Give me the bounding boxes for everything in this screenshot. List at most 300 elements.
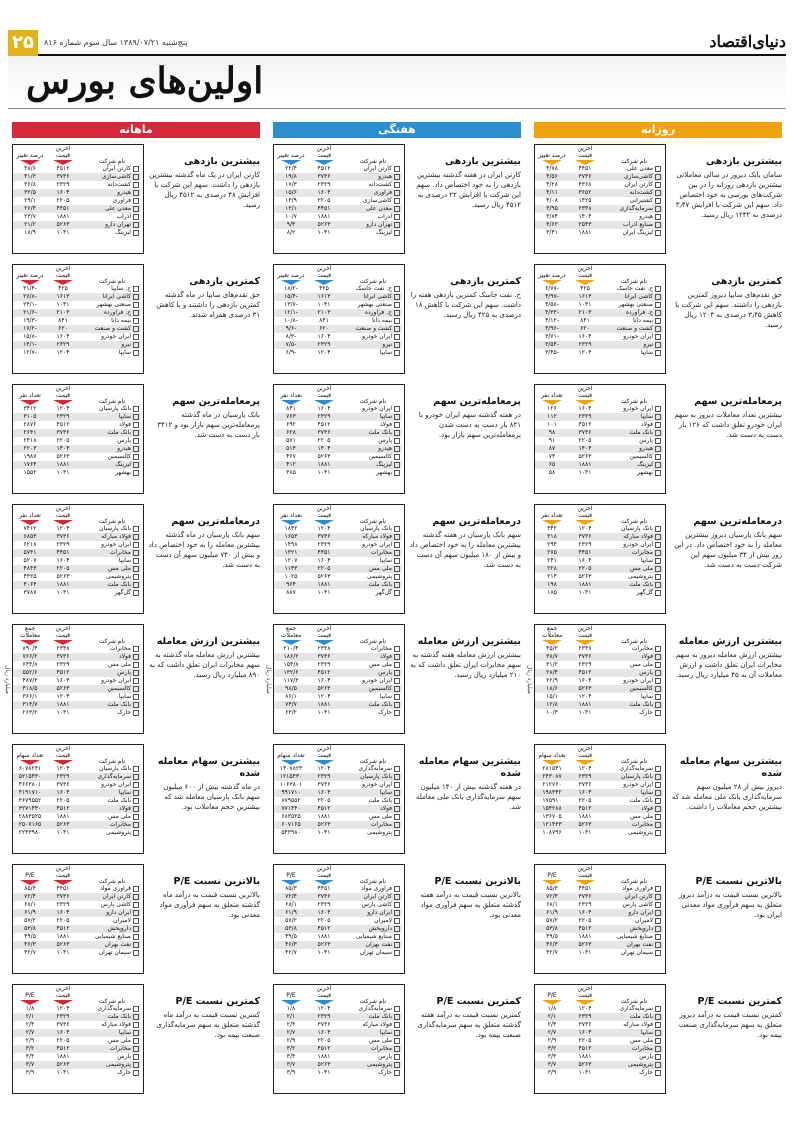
- table-header-label: تعداد نفر: [280, 512, 302, 519]
- cell-value: ۱۵۴۲۸۸: [542, 805, 562, 812]
- section-description: [148, 396, 260, 440]
- table-header-cell: [47, 145, 79, 165]
- cell-value: ۵۲۶۳: [56, 1061, 70, 1068]
- row-marker-icon: [394, 582, 400, 588]
- cell-value: ۱۶۰۴: [317, 909, 331, 916]
- cell-value: ۱۶۰۴: [317, 677, 331, 684]
- cell-value: ۴۱۲: [286, 461, 296, 468]
- table-header-label: P/E: [547, 992, 557, 999]
- metric-cell: [535, 429, 569, 437]
- cell-value: بانک پارسیان: [99, 525, 131, 532]
- metric-cell: [535, 1037, 569, 1045]
- cell-value: نفت بهران: [365, 941, 392, 948]
- company-name-cell: [79, 293, 141, 301]
- stat-table: [274, 265, 402, 357]
- cell-value: ۲۲۴۳۹۸۰: [18, 829, 42, 836]
- metric-cell: [274, 469, 308, 477]
- last-price-cell: [308, 165, 340, 173]
- row-marker-icon: [655, 662, 661, 668]
- table-row: [13, 821, 141, 829]
- company-name-cell: [79, 213, 141, 221]
- last-price-cell: [308, 341, 340, 349]
- cell-value: ۴/۲۸: [546, 181, 558, 188]
- metric-cell: [535, 549, 569, 557]
- last-price-cell: [308, 685, 340, 693]
- company-name-cell: [340, 205, 402, 213]
- table-row: [535, 197, 663, 205]
- row-marker-icon: [394, 918, 400, 924]
- table-row: [274, 429, 402, 437]
- last-price-cell: [569, 589, 601, 597]
- company-name-cell: [340, 541, 402, 549]
- row-marker-icon: [133, 806, 139, 812]
- table-header-cell: [47, 985, 79, 1005]
- last-price-cell: [308, 949, 340, 957]
- cell-value: مخابرات: [631, 821, 653, 828]
- company-name-cell: [601, 205, 663, 213]
- metric-cell: [274, 429, 308, 437]
- company-name-cell: [601, 181, 663, 189]
- company-name-cell: [340, 469, 402, 477]
- cell-value: کارتن ایران: [102, 893, 131, 900]
- section-text: کمترین نسبت قیمت به درآمد دیروز متعلق به سهم سرمایه‌گذاری صنعت بیمه بود.: [678, 1011, 782, 1039]
- company-name-cell: [340, 589, 402, 597]
- company-name-cell: [601, 1061, 663, 1069]
- row-marker-icon: [133, 342, 139, 348]
- metric-cell: [535, 933, 569, 941]
- cell-value: بانک ملت: [629, 581, 653, 588]
- last-price-cell: [308, 909, 340, 917]
- cell-value: ۲۸/۴: [546, 669, 558, 676]
- metric-cell: [535, 693, 569, 701]
- row-marker-icon: [394, 942, 400, 948]
- last-price-cell: [47, 709, 79, 717]
- metric-cell: [535, 885, 569, 893]
- cell-value: ۵۷/۲: [24, 917, 36, 924]
- company-name-cell: [601, 829, 663, 837]
- cell-value: ۴۵۱۲: [56, 805, 70, 812]
- cell-value: ۲۱۰۳: [317, 309, 331, 316]
- cell-value: ۲۸۷۶: [23, 421, 37, 428]
- company-name-cell: [601, 573, 663, 581]
- table-row: [274, 197, 402, 205]
- cell-value: پتروشیمی: [367, 1061, 392, 1068]
- company-name-cell: [340, 229, 402, 237]
- last-price-cell: [308, 421, 340, 429]
- cell-value: ۳/۴: [25, 1053, 35, 1060]
- row-marker-icon: [655, 710, 661, 716]
- cell-value: لیزینگ: [637, 461, 653, 468]
- row-marker-icon: [655, 806, 661, 812]
- cell-value: ۱۲۱۵۴۳۰: [279, 773, 303, 780]
- row-marker-icon: [655, 542, 661, 548]
- sort-triangle-icon: [575, 400, 595, 405]
- cell-value: ۲/۴: [25, 1021, 35, 1028]
- cell-value: ۱۲۰۴: [56, 1005, 70, 1012]
- cell-value: -۱۹/۳: [23, 317, 37, 324]
- table-row: [535, 693, 663, 701]
- table-row: [535, 805, 663, 813]
- metric-cell: [274, 573, 308, 581]
- last-price-cell: [308, 941, 340, 949]
- table-row: [535, 309, 663, 317]
- stat-table: [13, 385, 141, 477]
- company-name-cell: [601, 589, 663, 597]
- stat-table: [274, 625, 402, 717]
- row-marker-icon: [133, 198, 139, 204]
- company-name-cell: [79, 229, 141, 237]
- row-marker-icon: [655, 678, 661, 684]
- metric-cell: [274, 781, 308, 789]
- row-marker-icon: [655, 550, 661, 556]
- table-row: [274, 1053, 402, 1061]
- cell-value: ۵۷۴۱: [23, 549, 37, 556]
- last-price-cell: [47, 565, 79, 573]
- row-marker-icon: [394, 1054, 400, 1060]
- company-name-cell: [340, 413, 402, 421]
- row-marker-icon: [394, 294, 400, 300]
- cell-value: ۶۸۳۵۲۵: [281, 813, 301, 820]
- table-row: [274, 901, 402, 909]
- cell-value: پتروشیمی: [106, 1061, 131, 1068]
- cell-value: ۱۰۴۱: [317, 229, 331, 236]
- section-title: کمترین نسبت P/E: [697, 996, 782, 1007]
- metric-cell: [274, 213, 308, 221]
- cell-value: کارتن ایران: [363, 165, 392, 172]
- metric-cell: [535, 285, 569, 293]
- row-marker-icon: [394, 822, 400, 828]
- row-marker-icon: [133, 926, 139, 932]
- row-marker-icon: [133, 526, 139, 532]
- company-name-cell: [340, 821, 402, 829]
- cell-value: ۳۴۲: [547, 525, 557, 532]
- company-name-cell: [340, 1037, 402, 1045]
- cell-value: ۵۲۶۳: [578, 573, 592, 580]
- cell-value: لیزینگ: [376, 461, 392, 468]
- section-description: [409, 756, 521, 812]
- section-text: بیشترین ارزش معامله هفته گذشته به سهم مخابرات ایران تعلق داشت که به ۲۱۰ میلیارد ریال رسید.: [410, 651, 521, 679]
- row-marker-icon: [394, 806, 400, 812]
- company-name-cell: [340, 325, 402, 333]
- table-row: [13, 173, 141, 181]
- table-row: [274, 701, 402, 709]
- cell-value: ۲۳۲۹: [56, 901, 70, 908]
- cell-value: کالسیمین: [368, 685, 392, 692]
- last-price-cell: [308, 813, 340, 821]
- brand-logo: دنیای‌اقتصاد: [709, 32, 786, 51]
- table-header-cell: [535, 505, 569, 525]
- table-header-label: آخرین قیمت: [577, 745, 593, 759]
- section-text: حق تقدم‌های سایپا دیروز کمترین بازدهی را داشتند. سهم این شرکت با کاهش ۳٫۴۵ درصدی به ۱۲۰۴ ریال رسید.: [675, 291, 782, 329]
- table-row: [13, 437, 141, 445]
- company-name-cell: [340, 949, 402, 957]
- cell-value: ۳۷۳۶: [56, 1021, 70, 1028]
- cell-value: ایران خودرو: [623, 677, 653, 684]
- cell-value: ۲۳۲۹: [317, 341, 331, 348]
- row-marker-icon: [133, 950, 139, 956]
- table-header-cell: [535, 625, 569, 645]
- row-marker-icon: [655, 182, 661, 188]
- cell-value: گل‌گهر: [375, 589, 392, 596]
- row-marker-icon: [133, 1038, 139, 1044]
- cell-value: ۴/۱۱: [546, 189, 558, 196]
- table-row: [535, 221, 663, 229]
- company-name-cell: [601, 469, 663, 477]
- last-price-cell: [308, 469, 340, 477]
- cell-value: ۱۴۰۴: [56, 445, 70, 452]
- row-marker-icon: [655, 814, 661, 820]
- row-marker-icon: [394, 1030, 400, 1036]
- metric-cell: [13, 333, 47, 341]
- row-marker-icon: [394, 926, 400, 932]
- cell-value: ۴/۵۶: [546, 173, 558, 180]
- table-row: [274, 317, 402, 325]
- row-marker-icon: [655, 830, 661, 836]
- company-name-cell: [601, 645, 663, 653]
- last-price-cell: [308, 445, 340, 453]
- cell-value: ۴۴۵۱: [578, 549, 592, 556]
- table-header-cell: [13, 985, 47, 1005]
- stat-table: [274, 985, 402, 1077]
- row-marker-icon: [394, 662, 400, 668]
- last-price-cell: [569, 1037, 601, 1045]
- cell-value: -۳/۷۱: [545, 333, 559, 340]
- cell-value: ۲۹۴: [547, 541, 557, 548]
- table-row: [13, 181, 141, 189]
- table-header-label: آخرین قیمت: [577, 145, 593, 159]
- last-price-cell: [569, 181, 601, 189]
- cell-value: ملی مس: [630, 1037, 653, 1044]
- cell-value: ۱۰/۷: [285, 213, 297, 220]
- company-name-cell: [340, 405, 402, 413]
- section-title: بیشترین بازدهی: [706, 156, 782, 167]
- company-name-cell: [340, 893, 402, 901]
- company-name-cell: [340, 197, 402, 205]
- cell-value: ۱۶۰۴: [578, 909, 592, 916]
- cell-value: ۵۲۶۳: [578, 821, 592, 828]
- table-header-cell: [340, 865, 402, 885]
- last-price-cell: [47, 781, 79, 789]
- cell-value: ۴۴۵۱: [317, 205, 331, 212]
- table-row: [274, 189, 402, 197]
- metric-cell: [274, 413, 308, 421]
- row-marker-icon: [394, 1038, 400, 1044]
- metric-cell: [535, 1021, 569, 1029]
- cell-value: ۱۶۱۳: [578, 293, 592, 300]
- row-marker-icon: [133, 174, 139, 180]
- company-name-cell: [601, 1029, 663, 1037]
- cell-value: ۸۴۱: [286, 405, 296, 412]
- row-marker-icon: [133, 462, 139, 468]
- metric-cell: [13, 317, 47, 325]
- table-row: [274, 333, 402, 341]
- metric-cell: [274, 565, 308, 573]
- company-name-cell: [79, 933, 141, 941]
- cell-value: ۵۲۰۷: [23, 557, 37, 564]
- cell-value: معدن علی: [365, 205, 392, 212]
- section-description: [148, 276, 260, 320]
- table-row: [535, 421, 663, 429]
- section-text: بیشترین تعداد معاملات دیروز به سهم ایران خودرو تعلق داشت که ۱۲۶ بار دست به دست شد.: [674, 411, 782, 439]
- row-marker-icon: [394, 550, 400, 556]
- last-price-cell: [308, 1029, 340, 1037]
- cell-value: -۱۵/۸: [23, 333, 37, 340]
- cell-value: ایران خودرو: [623, 781, 653, 788]
- table-header-label: جمع معاملات: [541, 625, 563, 639]
- last-price-cell: [569, 709, 601, 717]
- metric-cell: [535, 525, 569, 533]
- cell-value: ۳۷۳۶: [578, 653, 592, 660]
- sort-triangle-icon: [53, 160, 73, 165]
- cell-value: ۳۷۳۶: [317, 429, 331, 436]
- last-price-cell: [47, 1021, 79, 1029]
- row-marker-icon: [655, 582, 661, 588]
- cell-value: ۲۴۱: [547, 557, 557, 564]
- metric-cell: [535, 773, 569, 781]
- last-price-cell: [308, 1037, 340, 1045]
- cell-value: ۱۶۰۴: [317, 405, 331, 412]
- cell-value: ۱۸/۹: [24, 229, 36, 236]
- row-marker-icon: [394, 318, 400, 324]
- cell-value: ۱۴۲۵: [578, 197, 592, 204]
- table-header-label: آخرین قیمت: [55, 985, 71, 999]
- metric-cell: [274, 917, 308, 925]
- table-row: [13, 909, 141, 917]
- table-header-label: نام شرکت: [620, 758, 647, 765]
- row-marker-icon: [394, 326, 400, 332]
- company-name-cell: [601, 405, 663, 413]
- last-price-cell: [569, 525, 601, 533]
- row-marker-icon: [655, 950, 661, 956]
- last-price-cell: [569, 421, 601, 429]
- cell-value: ۲۳۲۹: [56, 341, 70, 348]
- cell-value: ۳۲/۵: [24, 189, 36, 196]
- cell-value: -۱۲/۱: [284, 309, 298, 316]
- cell-value: ۱۶۰۴: [56, 677, 70, 684]
- metric-cell: [274, 949, 308, 957]
- company-name-cell: [340, 341, 402, 349]
- cell-value: ۲۳۲۹: [317, 1013, 331, 1020]
- company-name-cell: [340, 285, 402, 293]
- cell-value: ۱۰۴۱: [578, 589, 592, 596]
- metric-cell: [535, 661, 569, 669]
- section-title: کمترین نسبت P/E: [175, 996, 260, 1007]
- cell-value: ۷۴/۷: [285, 701, 297, 708]
- cell-value: -۲۱/۶: [23, 309, 37, 316]
- company-name-cell: [601, 1037, 663, 1045]
- table-row: [13, 949, 141, 957]
- row-marker-icon: [133, 910, 139, 916]
- table-header-label: آخرین قیمت: [55, 145, 71, 159]
- table-header-label: آخرین قیمت: [316, 745, 332, 759]
- company-name-cell: [340, 781, 402, 789]
- row-marker-icon: [394, 182, 400, 188]
- last-price-cell: [569, 317, 601, 325]
- company-name-cell: [79, 437, 141, 445]
- last-price-cell: [47, 1013, 79, 1021]
- company-name-cell: [340, 653, 402, 661]
- last-price-cell: [308, 797, 340, 805]
- last-price-cell: [569, 1045, 601, 1053]
- last-price-cell: [569, 829, 601, 837]
- cell-value: ۱۲۰۴: [317, 693, 331, 700]
- section-description: [148, 636, 260, 680]
- last-price-cell: [569, 677, 601, 685]
- cell-value: ۱۲۰۴: [317, 1005, 331, 1012]
- table-row: [274, 653, 402, 661]
- row-marker-icon: [394, 774, 400, 780]
- cell-value: ۳۷۳۶: [56, 173, 70, 180]
- cell-value: ۸۹۰/۴: [22, 645, 38, 652]
- last-price-cell: [308, 405, 340, 413]
- cell-value: ۳۷۳۶: [56, 653, 70, 660]
- table-header-label: P/E: [286, 992, 296, 999]
- table-header-cell: [13, 385, 47, 405]
- cell-value: ۱۵۵۲: [23, 469, 37, 476]
- company-name-cell: [601, 461, 663, 469]
- table-row: [535, 317, 663, 325]
- stat-section: [12, 502, 260, 614]
- metric-cell: [535, 309, 569, 317]
- last-price-cell: [47, 405, 79, 413]
- cell-value: فرآوری: [373, 189, 392, 196]
- company-name-cell: [79, 453, 141, 461]
- cell-value: ملی مس: [369, 661, 392, 668]
- cell-value: داروپخش: [368, 925, 392, 932]
- last-price-cell: [47, 1029, 79, 1037]
- cell-value: ۱۶۰۴: [578, 557, 592, 564]
- table-header-label: درصد تغییر: [538, 152, 566, 159]
- table-row: [13, 453, 141, 461]
- table-header-label: آخرین قیمت: [55, 505, 71, 519]
- last-price-cell: [569, 813, 601, 821]
- last-price-cell: [569, 765, 601, 773]
- metric-cell: [274, 909, 308, 917]
- cell-value: کاشی ایرانا: [102, 293, 131, 300]
- cell-value: ۲/۹: [25, 1037, 35, 1044]
- cell-value: ۱۸۸۱: [56, 461, 70, 468]
- company-name-cell: [340, 173, 402, 181]
- table-header-cell: [601, 745, 663, 765]
- cell-value: ۲/۱: [25, 1013, 35, 1020]
- table-row: [274, 813, 402, 821]
- last-price-cell: [47, 429, 79, 437]
- cell-value: ۲۲۰۵: [578, 917, 592, 924]
- cell-value: پارس: [639, 1053, 653, 1060]
- metric-cell: [274, 653, 308, 661]
- cell-value: مخابرات: [631, 1045, 653, 1052]
- company-name-cell: [340, 813, 402, 821]
- cell-value: لامیران: [113, 917, 131, 924]
- cell-value: -۱۰/۸: [284, 317, 298, 324]
- cell-value: ۳۷۳۶: [56, 893, 70, 900]
- cell-value: ۲۲۰۵: [56, 197, 70, 204]
- table-row: [535, 1061, 663, 1069]
- last-price-cell: [308, 893, 340, 901]
- cell-value: سایپا: [118, 557, 131, 564]
- table-row: [274, 1013, 402, 1021]
- sort-triangle-icon: [542, 880, 562, 885]
- table-row: [13, 805, 141, 813]
- row-marker-icon: [394, 302, 400, 308]
- company-name-cell: [601, 685, 663, 693]
- table-row: [274, 301, 402, 309]
- table-row: [274, 829, 402, 837]
- company-name-cell: [601, 933, 663, 941]
- table-row: [13, 941, 141, 949]
- row-marker-icon: [133, 798, 139, 804]
- table-row: [535, 653, 663, 661]
